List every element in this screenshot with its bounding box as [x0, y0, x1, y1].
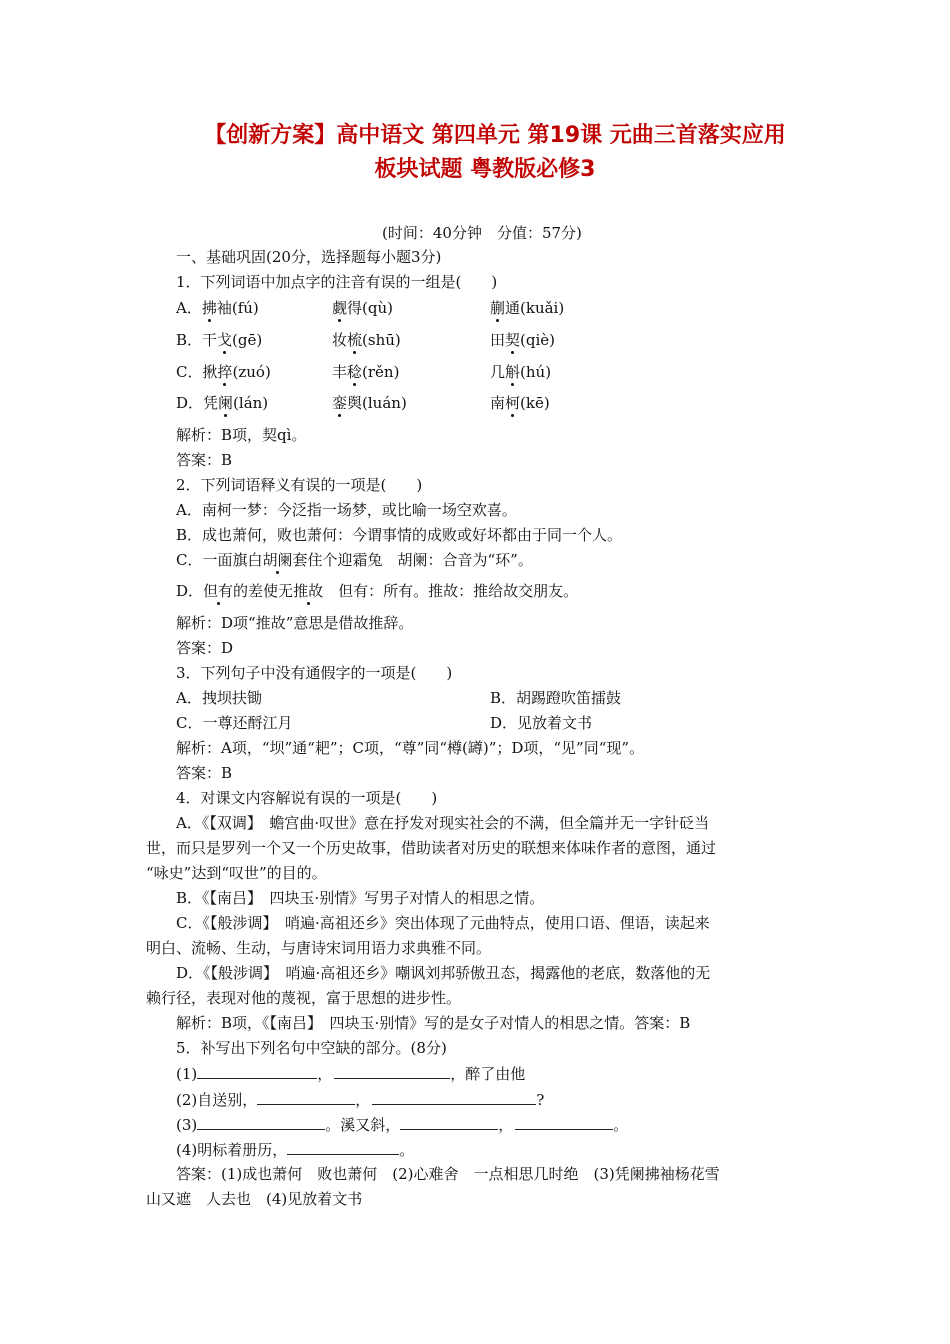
q4-option-c-line1: C．《【般涉调】 哨遍·高祖还乡》突出体现了元曲特点，使用口语、俚语，读起来 — [176, 914, 710, 932]
q4-option-a-line2: 世，而只是罗列一个又一个历史故事，借助读者对历史的联想来体味作者的意图，通过 — [146, 839, 717, 857]
fill-blank — [197, 1062, 317, 1079]
q5-fill-1: (1) ， ，醉了由他 — [176, 1062, 525, 1085]
q1-option-c2: 丰稔(rěn) — [332, 363, 400, 381]
q1-option-d2: 銮舆(luán) — [332, 394, 407, 412]
q2-option-b: B．成也萧何，败也萧何：今谓事情的成败或好坏都由于同一个人。 — [176, 526, 623, 544]
q5-fill-2: (2)自送别， ， ? — [176, 1088, 544, 1111]
q1-option-b3: 田契(qiè) — [490, 331, 556, 349]
q2-answer: 答案：D — [176, 639, 234, 657]
time-score-meta: (时间：40分钟 分值：57分) — [382, 224, 582, 242]
question-3-stem: 3．下列句子中没有通假字的一项是( ) — [176, 664, 453, 682]
q3-option-a: A．拽坝扶锄 — [176, 689, 262, 707]
document-title-line1: 【创新方案】高中语文 第四单元 第19课 元曲三首落实应用 — [204, 123, 786, 148]
q1-option-d3: 南柯(kē) — [490, 394, 550, 412]
fill-blank — [334, 1062, 450, 1079]
q4-option-c-line2: 明白、流畅、生动，与唐诗宋词用语力求典雅不同。 — [146, 939, 492, 957]
q3-answer: 答案：B — [176, 764, 233, 782]
q4-option-d-line1: D．《【般涉调】 哨遍·高祖还乡》嘲讽刘邦骄傲丑态，揭露他的老底，数落他的无 — [176, 964, 711, 982]
q3-option-d: D．见放着文书 — [490, 714, 593, 732]
q4-option-a-line1: A．《【双调】 蟾宫曲·叹世》意在抒发对现实社会的不满，但全篇并无一字针砭当 — [176, 814, 710, 832]
question-5-stem: 5．补写出下列名句中空缺的部分。(8分) — [176, 1039, 447, 1057]
q1-option-a2: 觑得(qù) — [332, 299, 393, 317]
q4-option-a-line3: “咏史”达到“叹世”的目的。 — [146, 864, 327, 882]
q2-analysis: 解析：D项“推故”意思是借故推辞。 — [176, 614, 414, 632]
q1-option-c1: C．揪捽(zuó) — [176, 363, 271, 381]
q5-answer-line2: 山又遮 人去也 (4)见放着文书 — [146, 1190, 363, 1208]
document-title-line2: 板块试题 粤教版必修3 — [374, 157, 596, 182]
fill-blank — [515, 1113, 613, 1130]
q4-analysis: 解析：B项，《【南吕】 四块玉·别情》写的是女子对情人的相思之情。答案：B — [176, 1014, 691, 1032]
question-2-stem: 2．下列词语释义有误的一项是( ) — [176, 476, 423, 494]
question-1-stem: 1．下列词语中加点字的注音有误的一组是( ) — [176, 273, 498, 291]
q5-fill-3: (3) 。溪又斜， ， 。 — [176, 1113, 628, 1136]
q2-option-d: D．但有的差使无推故 但有：所有。推故：推给故交朋友。 — [176, 582, 579, 600]
q1-option-a3: 蒯通(kuǎi) — [490, 299, 565, 317]
q3-analysis: 解析：A项，“坝”通“耙”；C项，“尊”同“樽(罇)”；D项，“见”同“现”。 — [176, 739, 645, 757]
section-heading: 一、基础巩固(20分，选择题每小题3分) — [176, 248, 442, 266]
q1-option-a1: A．拂袖(fú) — [176, 299, 259, 317]
fill-blank — [257, 1088, 355, 1105]
fill-blank — [400, 1113, 498, 1130]
q5-fill-4: (4)明标着册历， 。 — [176, 1138, 414, 1161]
q4-option-d-line2: 赖行径，表现对他的蔑视，富于思想的进步性。 — [146, 989, 462, 1007]
fill-blank — [197, 1113, 325, 1130]
q1-option-b1: B．干戈(gē) — [176, 331, 263, 349]
q1-option-c3: 几斛(hú) — [490, 363, 552, 381]
fill-blank — [372, 1088, 536, 1105]
q1-option-d1: D．凭阑(lán) — [176, 394, 269, 412]
q1-answer: 答案：B — [176, 451, 233, 469]
q4-option-b: B．《【南吕】 四块玉·别情》写男子对情人的相思之情。 — [176, 889, 545, 907]
fill-blank — [287, 1138, 399, 1155]
q5-answer-line1: 答案：(1)成也萧何 败也萧何 (2)心难舍 一点相思几时绝 (3)凭阑拂袖杨花雪 — [176, 1165, 720, 1183]
q1-option-b2: 妆梳(shū) — [332, 331, 401, 349]
q3-option-b: B．胡踢蹬吹笛擂鼓 — [490, 689, 622, 707]
question-4-stem: 4．对课文内容解说有误的一项是( ) — [176, 789, 438, 807]
q3-option-c: C．一尊还酹江月 — [176, 714, 293, 732]
q2-option-c: C．一面旗白胡阑套住个迎霜兔 胡阑：合音为“环”。 — [176, 551, 533, 569]
q2-option-a: A．南柯一梦：今泛指一场梦，或比喻一场空欢喜。 — [176, 501, 517, 519]
q1-analysis: 解析：B项，契qì。 — [176, 426, 307, 444]
